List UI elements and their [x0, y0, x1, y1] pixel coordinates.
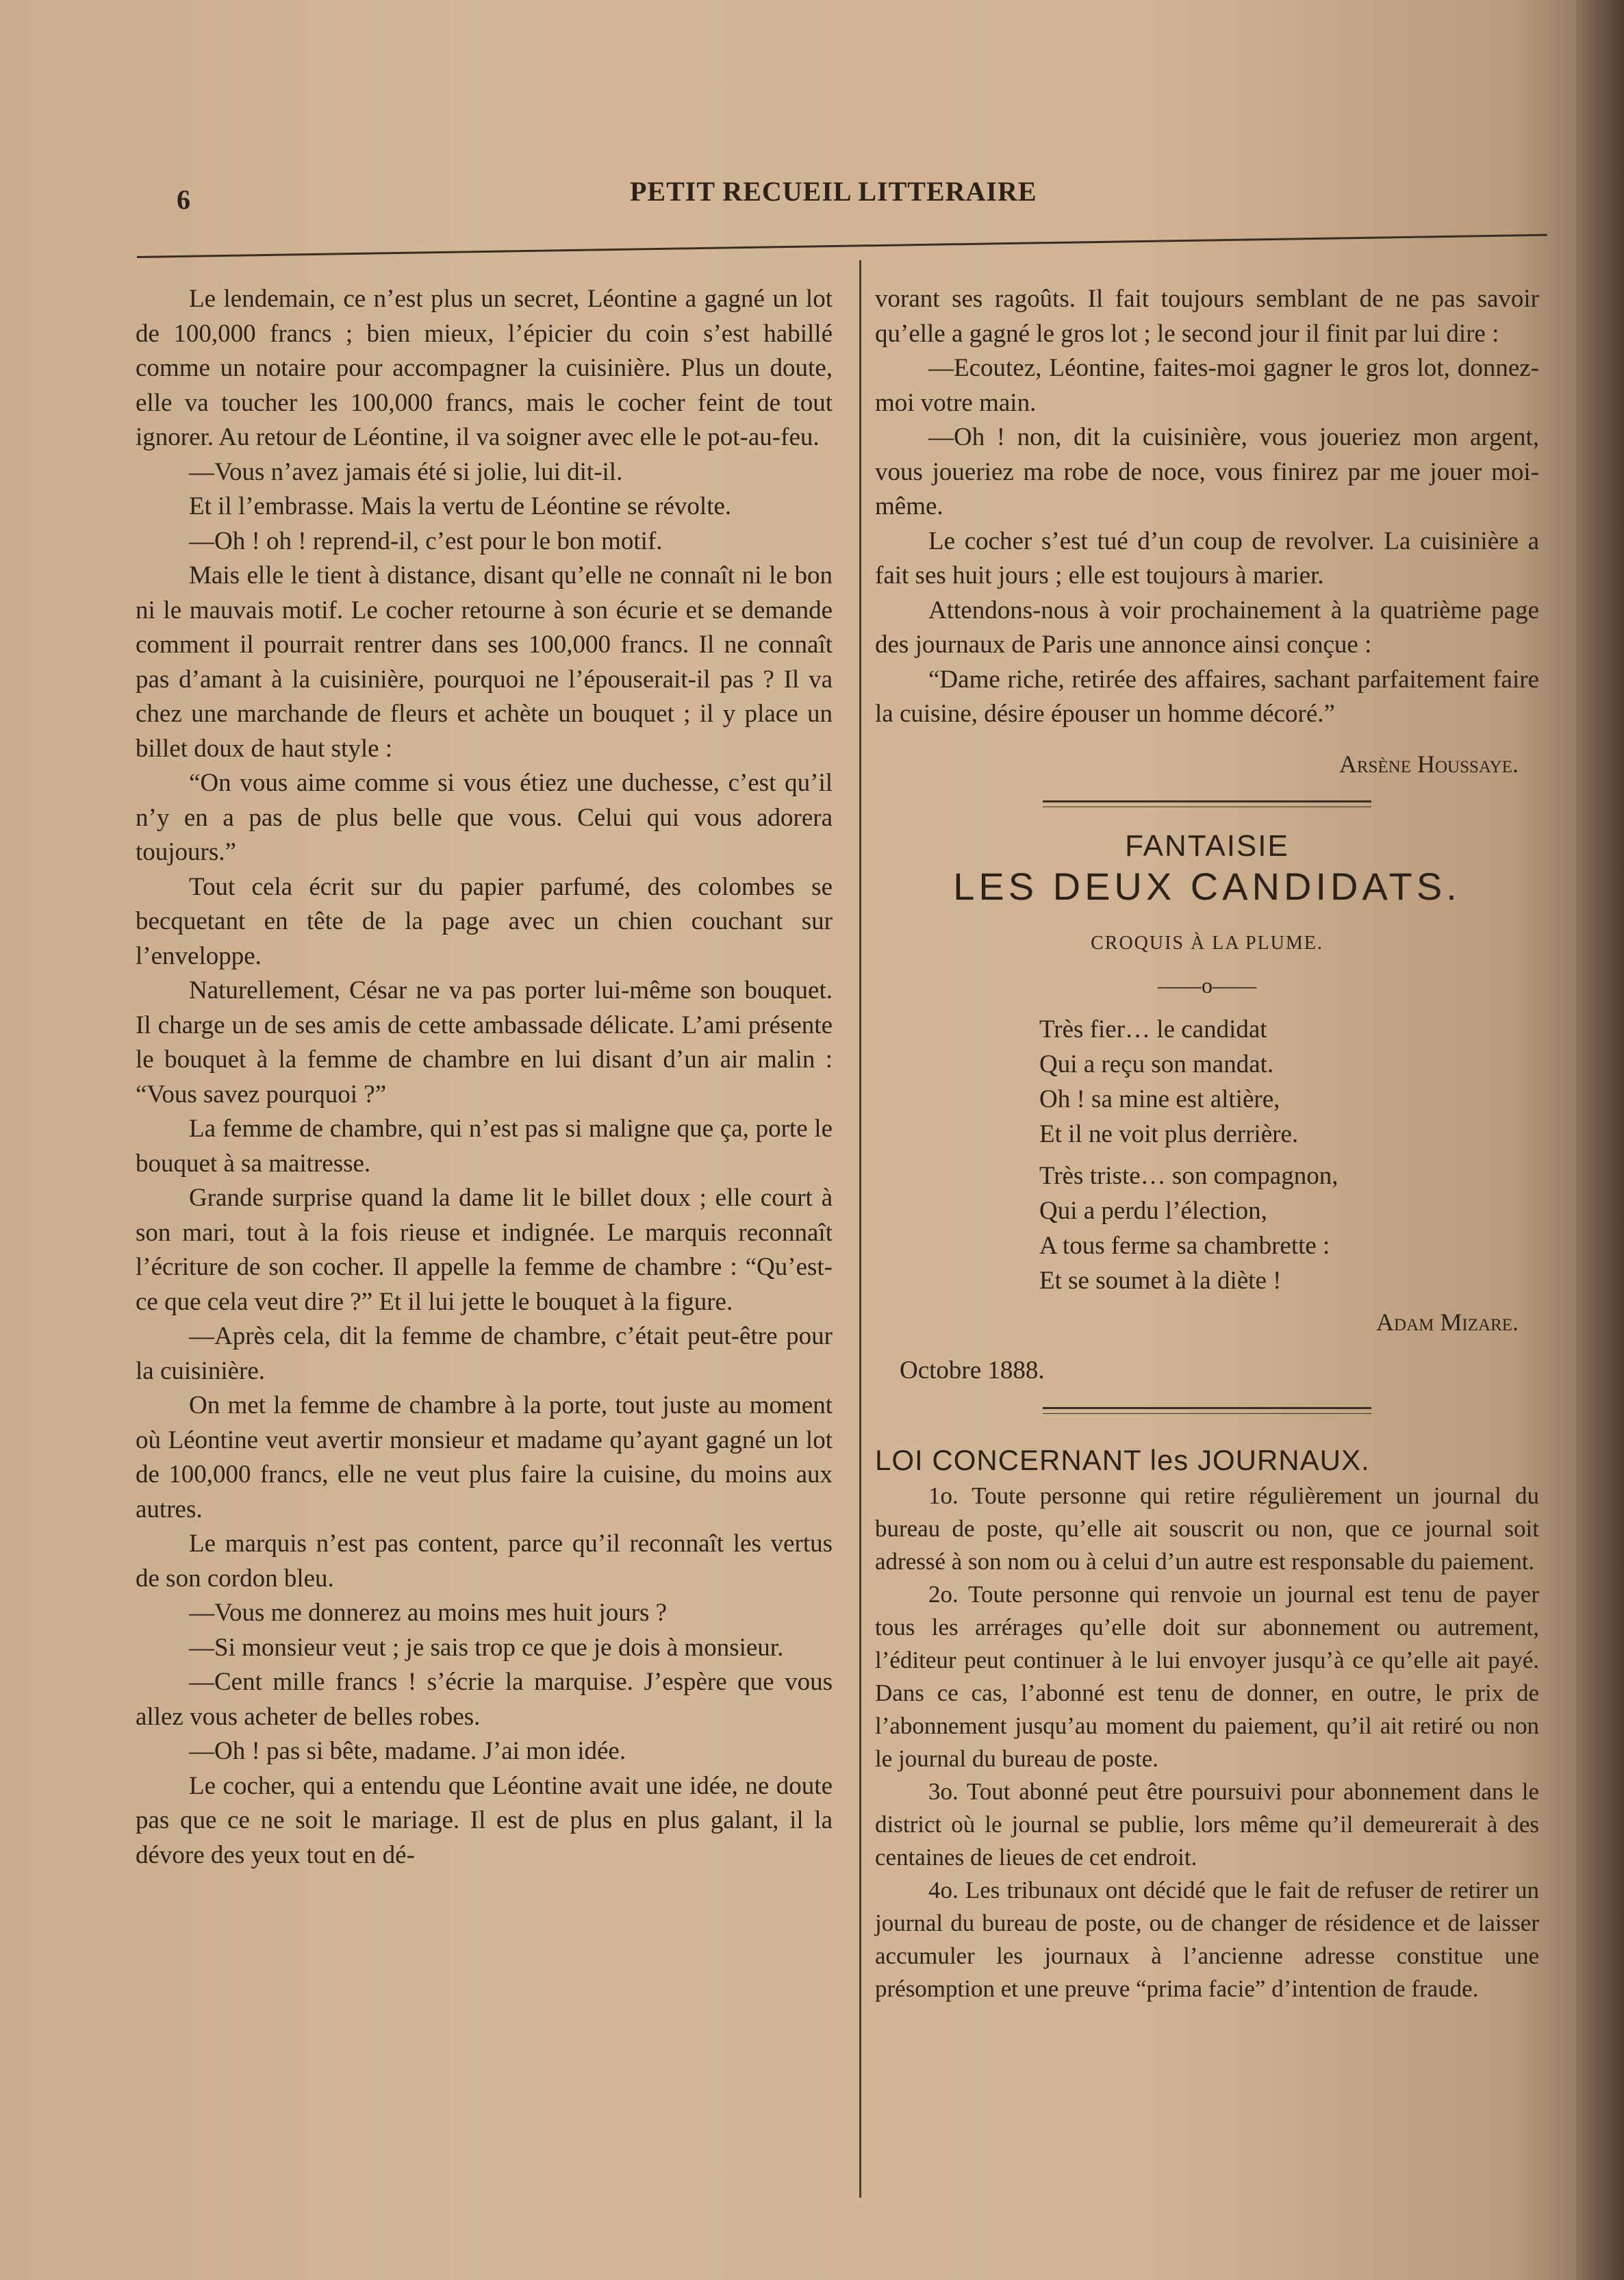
law-paragraph: 4o. Les tribunaux ont décidé que le fait de refuser de retirer un journal du bureau de poste, ou de changer de résidence et de laisser accumuler les journaux à l’ancienne adresse constitue une présomption et une preuve “prima facie” d’intention de fraude.: [875, 1877, 1539, 2002]
poem-line: Et il ne voit plus derrière.: [1039, 1120, 1299, 1148]
poem-line: Très fier… le candidat: [1039, 1015, 1267, 1043]
paragraph: “Dame riche, retirée des affaires, sachant parfaitement faire la cuisine, désire épouser un homme décoré.”: [875, 665, 1539, 728]
paragraph: Le cocher, qui a entendu que Léontine avait une idée, ne doute pas que ce ne soit le mariage. Il est de plus en plus galant, il la dévore des yeux tout en dé-: [136, 1771, 833, 1869]
paragraph: Le cocher s’est tué d’un coup de revolver. La cuisinière a fait ses huit jours ; elle est toujours à marier.: [875, 527, 1539, 590]
paragraph: —Cent mille francs ! s’écrie la marquise. J’espère que vous allez vous acheter de belles robes.: [136, 1668, 833, 1731]
section-subtitle: CROQUIS À LA PLUME.: [1091, 933, 1323, 954]
paragraph: Tout cela écrit sur du papier parfumé, des colombes se becquetant en tête de la page avec un chien couchant sur l’enveloppe.: [136, 872, 833, 970]
paragraph: Attendons-nous à voir prochainement à la quatrième page des journaux de Paris une annonce ainsi conçue :: [875, 596, 1539, 659]
poem-line: Et se soumet à la diète !: [1039, 1267, 1282, 1295]
paragraph: Le lendemain, ce n’est plus un secret, Léontine a gagné un lot de 100,000 francs ; bien mieux, l’épicier du coin s’est habillé comme un notaire pour accompagner la cuisinière. Plus un doute, elle va toucher les 100,000 francs, mais le cocher feint de tout ignorer. Au retour de Léontine, il va soigner avec elle le pot-au-feu.: [136, 285, 833, 451]
law-paragraph: 1o. Toute personne qui retire régulièrement un journal du bureau de poste, qu’elle ait souscrit ou non, que ce journal soit adressé à son nom ou à celui d’un autre est responsable du paiement.: [875, 1482, 1539, 1575]
poem-line: A tous ferme sa chambrette :: [1039, 1232, 1330, 1260]
paragraph: —Ecoutez, Léontine, faites-moi gagner le gros lot, donnez-moi votre main.: [875, 354, 1539, 417]
paragraph: —Si monsieur veut ; je sais trop ce que je dois à monsieur.: [189, 1633, 784, 1662]
poem-line: Qui a perdu l’élection,: [1039, 1197, 1267, 1225]
paragraph: “On vous aime comme si vous étiez une duchesse, c’est qu’il n’y en a pas de plus belle que vous. Celui qui vous adorera toujours.”: [136, 769, 833, 866]
section-rule: [1043, 800, 1371, 807]
section-title: LES DEUX CANDIDATS.: [953, 865, 1461, 908]
left-column: [136, 282, 833, 1873]
column-divider: [859, 260, 861, 2198]
paragraph: Le marquis n’est pas content, parce qu’il reconnaît les vertus de son cordon bleu.: [136, 1530, 833, 1593]
poem-line: Qui a reçu son mandat.: [1039, 1050, 1274, 1078]
law-paragraph: 3o. Tout abonné peut être poursuivi pour abonnement dans le district où le journal se publie, lors même qu’il demeurerait à des centaines de lieues de cet endroit.: [875, 1778, 1539, 1871]
paragraph: —Oh ! oh ! reprend-il, c’est pour le bon motif.: [189, 527, 663, 555]
paragraph: Grande surprise quand la dame lit le billet doux ; elle court à son mari, tout à la fois rieuse et indignée. Le marquis reconnaît l’écriture de son cocher. Il appelle la femme de chambre : “Qu’est-ce que cela veut dire ?” Et il lui jette le bouquet à la figure.: [136, 1184, 833, 1316]
running-title: PETIT RECUEIL LITTERAIRE: [630, 176, 1037, 207]
poem-stanza: [1039, 1158, 1539, 1298]
poem: [1039, 1012, 1539, 1298]
header-rule: [137, 234, 1547, 258]
law-paragraph: 2o. Toute personne qui renvoie un journal est tenu de payer tous les arrérages qu’elle doit sur abonnement ou autrement, l’éditeur peut continuer à le lui envoyer jusqu’à ce qu’elle ait payé. Dans ce cas, l’abonné est tenu de donner, en outre, le prix de l’abonnement jusqu’au moment du paiement, qu’il ait retiré ou non le journal du bureau de poste.: [875, 1581, 1539, 1772]
page-number: 6: [177, 184, 190, 215]
poem-line: Très triste… son compagnon,: [1039, 1162, 1338, 1190]
author-signature: Arsène Houssaye.: [1338, 750, 1519, 778]
poem-stanza: [1039, 1012, 1539, 1152]
paragraph: —Après cela, dit la femme de chambre, c’était peut-être pour la cuisinière.: [136, 1322, 833, 1385]
paragraph: —Oh ! non, dit la cuisinière, vous joueriez mon argent, vous joueriez ma robe de noce, vous finirez par me jouer moi-même.: [875, 423, 1539, 520]
section-rule: [1043, 1407, 1371, 1414]
paragraph: Et il l’embrasse. Mais la vertu de Léontine se révolte.: [189, 492, 732, 520]
paragraph: —Vous me donnerez au moins mes huit jours ?: [189, 1599, 668, 1627]
paragraph: —Vous n’avez jamais été si jolie, lui dit-il.: [189, 457, 623, 486]
paragraph: On met la femme de chambre à la porte, tout juste au moment où Léontine veut avertir monsieur et madame qu’ayant gagné un lot de 100,000 francs, elle ne veut plus faire la cuisine, du moins aux autres.: [136, 1391, 833, 1523]
right-column: [875, 282, 1539, 2005]
paragraph: La femme de chambre, qui n’est pas si maligne que ça, porte le bouquet à sa maitresse.: [136, 1115, 833, 1178]
ornament-divider: ——o——: [1158, 972, 1256, 998]
law-section-title: LOI CONCERNANT les JOURNAUX.: [875, 1444, 1370, 1476]
poem-signature: Adam Mizare.: [1376, 1308, 1519, 1336]
paragraph: Naturellement, César ne va pas porter lui-même son bouquet. Il charge un de ses amis de cette ambassade délicate. L’ami présente le bouquet à la femme de chambre en lui disant d’un air malin : “Vous savez pourquoi ?”: [136, 976, 833, 1109]
paragraph: vorant ses ragoûts. Il fait toujours semblant de ne pas savoir qu’elle a gagné le gros lot ; le second jour il finit par lui dire :: [875, 285, 1539, 348]
poem-date: Octobre 1888.: [900, 1356, 1045, 1384]
paragraph: Mais elle le tient à distance, disant qu’elle ne connaît ni le bon ni le mauvais motif. Le cocher retourne à son écurie et se demande comment il pourrait rentrer dans ses 100,000 francs. Il ne connaît pas d’amant à la cuisinière, pourquoi ne l’épouserait-il pas ? Il va chez une marchande de fleurs et achète un bouquet ; il y place un billet doux de haut style :: [136, 561, 833, 763]
page-edge-shadow: [1576, 0, 1624, 2280]
poem-line: Oh ! sa mine est altière,: [1039, 1085, 1280, 1113]
section-kicker: FANTAISIE: [1125, 829, 1289, 863]
paragraph: —Oh ! pas si bête, madame. J’ai mon idée.: [189, 1737, 626, 1765]
law-section: [875, 1480, 1539, 2005]
